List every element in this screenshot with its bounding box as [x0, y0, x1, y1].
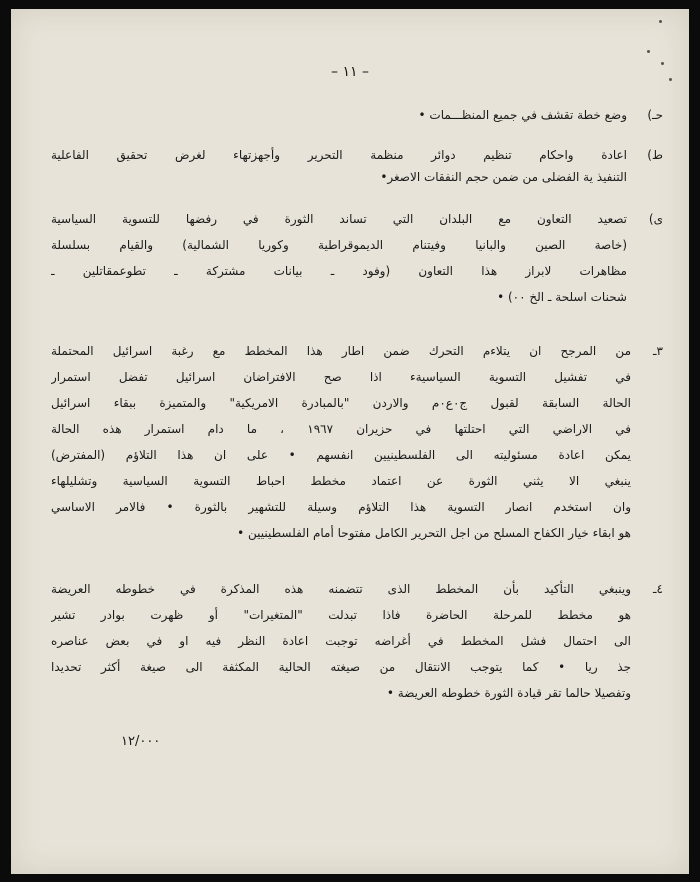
item-marker: ط)	[647, 148, 663, 162]
text-line: تصعيد التعاون مع البلدان التي تساند الثورة في رفضها للتسوية السياسية	[51, 212, 627, 226]
page-number: – ١١ –	[331, 64, 369, 80]
text-line: جذ ريا • كما يتوجب الانتقال من صيغته الحالية المكثفة الى صيغة أكثر تحديدا	[51, 660, 631, 674]
text-line: هو ابقاء خيار الكفاح المسلح من اجل التحرير الكامل مفتوحا أمام الفلسطينيين •	[237, 526, 631, 540]
text-line: وينبغي التأكيد بأن المخطط الذى تتضمنه هذه المذكرة في خطوطه العريضة	[51, 582, 631, 596]
text-line: في الاراضي التي احتلتها في حزيران ١٩٦٧ ، ما دام استمرار هذه الحالة	[51, 422, 631, 436]
text-line: هو مخطط للمرحلة الحاضرة فاذا تبدلت "المتغيرات" أو ظهرت بوادر تشير	[51, 608, 631, 622]
text-line: مظاهرات لابراز هذا التعاون (وفود ـ بيانات مشتركة ـ تطوعمقاتلين ـ	[51, 264, 627, 278]
text-line: الى احتمال فشل المخطط في أغراضه توجبت اعادة النظر فيه او في بعض عناصره	[51, 634, 631, 648]
text-line: في تفشيل التسوية السياسيةء اذا صح الافتراضان اسرائيل تفضل استمرار	[51, 370, 631, 384]
speck	[647, 50, 650, 53]
item-marker: ى)	[648, 212, 663, 226]
item-marker: ٣ـ	[653, 344, 663, 358]
speck	[659, 20, 662, 23]
text-line: التنفيذ ية الفضلى من ضمن حجم النفقات الاصغر•	[380, 170, 627, 184]
text-line: شحنات اسلحة ـ الخ ٠٠) •	[497, 290, 627, 304]
text-line: وضع خطة تقشف في جميع المنظـــمات •	[418, 108, 627, 122]
item-marker: حـ)	[647, 108, 663, 122]
text-line: وتفصيلا حالما تقر قيادة الثورة خطوطه العريضة •	[386, 686, 631, 700]
text-line: ينبغي الا يثني الثورة عن اعتماد مخطط احباط التسوية السياسية وتشليلهاء	[51, 474, 631, 488]
item-marker: ٤ـ	[653, 582, 663, 596]
text-line: الحالة السابقة لقبول ج٠ع٠م والاردن "بالمبادرة الامريكية" والمتميزة ببقاء اسرائيل	[51, 396, 631, 410]
text-line: اعادة واحكام تنظيم دوائر منظمة التحرير وأجهزتهاء لغرض تحقيق الفاعلية	[51, 148, 627, 162]
text-line: (خاصة الصين والبانيا وفيتنام الديموقراطية وكوريا الشمالية) والقيام بسلسلة	[51, 238, 627, 252]
text-line: يمكن اعادة مسئوليته الى الفلسطينيين انفسهم • على ان هذا التلاؤم (المفترض)	[51, 448, 631, 462]
text-line: من المرجح ان يتلاءم التحرك ضمن اطار هذا المخطط مع رغبة اسرائيل المحتملة	[51, 344, 631, 358]
text-line: وان استخدم انصار التسوية هذا التلاؤم وسيلة للتشهير بالثورة • فالامر الاساسي	[51, 500, 631, 514]
document-reference: ١٢/٠٠٠	[121, 734, 161, 749]
document-page	[11, 9, 689, 874]
